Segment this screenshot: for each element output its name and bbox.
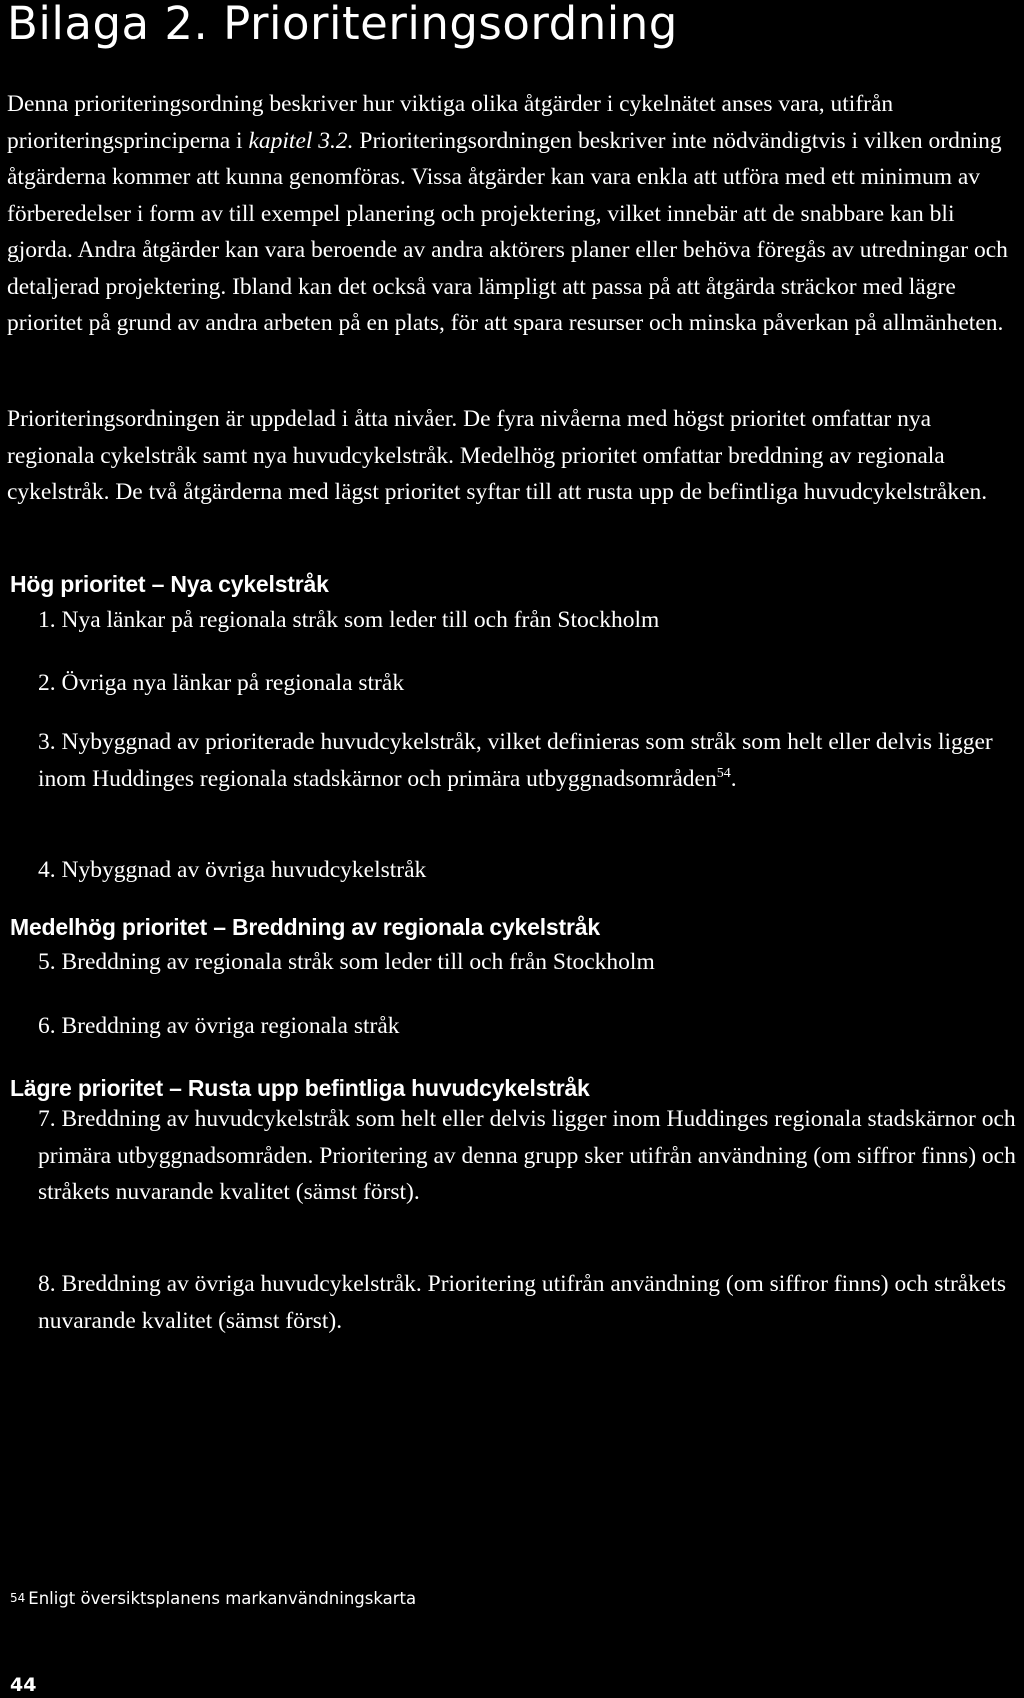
item-text: Nybyggnad av prioriterade huvudcykelstråk, vilket definieras som stråk som helt eller delvis ligger inom Huddinges regionala stadskärnor och primära utbyggnadsområden bbox=[38, 729, 993, 792]
footnote-number: 54 bbox=[10, 1591, 26, 1605]
item-text: Breddning av övriga huvudcykelstråk. Prioritering utifrån användning (om siffror finns) och stråkets nuvarande kvalitet (sämst först). bbox=[38, 1271, 1007, 1334]
page-number: 44 bbox=[10, 1674, 37, 1696]
footnote-reference: 54 bbox=[716, 765, 731, 781]
page-title: Bilaga 2. Prioriteringsordning bbox=[7, 0, 678, 50]
list-item bbox=[38, 602, 1018, 639]
intro-paragraph bbox=[7, 86, 1019, 342]
list-item bbox=[38, 724, 1018, 797]
item-number: 8. bbox=[38, 1271, 56, 1297]
list-item bbox=[38, 852, 1018, 889]
item-text: Breddning av regionala stråk som leder till och från Stockholm bbox=[61, 949, 655, 975]
section-heading-high-priority: Hög prioritet – Nya cykelstråk bbox=[10, 571, 329, 597]
item-number: 4. bbox=[38, 857, 56, 883]
item-number: 5. bbox=[38, 949, 56, 975]
list-item bbox=[38, 1101, 1018, 1211]
chapter-reference: kapitel 3.2. bbox=[248, 127, 354, 154]
item-text: Övriga nya länkar på regionala stråk bbox=[61, 670, 405, 696]
section-heading-medium-priority: Medelhög prioritet – Breddning av regionala cykelstråk bbox=[10, 914, 600, 940]
item-number: 3. bbox=[38, 729, 56, 755]
levels-paragraph: Prioriteringsordningen är uppdelad i åtta nivåer. De fyra nivåerna med högst prioritet omfattar nya regionala cykelstråk samt nya huvudcykelstråk. Medelhög prioritet omfattar breddning av regionala cykelstråk. De två åtgärderna med lägst prioritet syftar till att rusta upp de befintliga huvudcykelstråken. bbox=[7, 406, 988, 505]
item-text: Nybyggnad av övriga huvudcykelstråk bbox=[61, 857, 427, 883]
list-item bbox=[38, 1266, 1018, 1339]
footnote bbox=[10, 1586, 416, 1611]
item-text: Nya länkar på regionala stråk som leder till och från Stockholm bbox=[61, 607, 660, 633]
item-number: 2. bbox=[38, 670, 56, 696]
list-item bbox=[38, 944, 1018, 981]
item-trailing-punctuation: . bbox=[730, 765, 737, 792]
footnote-text: Enligt översiktsplanens markanvändningskarta bbox=[28, 1589, 417, 1608]
intro-text-start: Denna prioriteringsordning beskriver hur viktiga olika åtgärder i cykelnätet anses vara, utifrån prioriteringsprinciperna i bbox=[7, 91, 894, 154]
item-number: 1. bbox=[38, 607, 56, 633]
item-text: Breddning av huvudcykelstråk som helt eller delvis ligger inom Huddinges regionala stadskärnor och primära utbyggnadsområden. Prioritering av denna grupp sker utifrån användning (om siffror finns) och stråkets nuvarande kvalitet (sämst först). bbox=[38, 1106, 1016, 1205]
section-heading-low-priority: Lägre prioritet – Rusta upp befintliga huvudcykelstråk bbox=[10, 1075, 590, 1101]
intro-text-end: Prioriteringsordningen beskriver inte nödvändigtvis i vilken ordning åtgärderna kommer att kunna genomföras. Vissa åtgärder kan vara enkla att utföra med ett minimum av förberedelser i form av till exempel planering och projektering, vilket innebär att de snabbare kan bli gjorda. Andra åtgärder kan vara beroende av andra aktörers planer eller behöva föregås av utredningar och detaljerad projektering. Ibland kan det också vara lämpligt att passa på att åtgärda sträckor med lägre prioritet på grund av andra arbeten på en plats, för att spara resurser och minska påverkan på allmänheten. bbox=[7, 127, 1008, 336]
list-item bbox=[38, 665, 1018, 702]
item-text: Breddning av övriga regionala stråk bbox=[61, 1013, 400, 1039]
item-number: 6. bbox=[38, 1013, 56, 1039]
item-number: 7. bbox=[38, 1106, 56, 1132]
list-item bbox=[38, 1008, 1018, 1045]
